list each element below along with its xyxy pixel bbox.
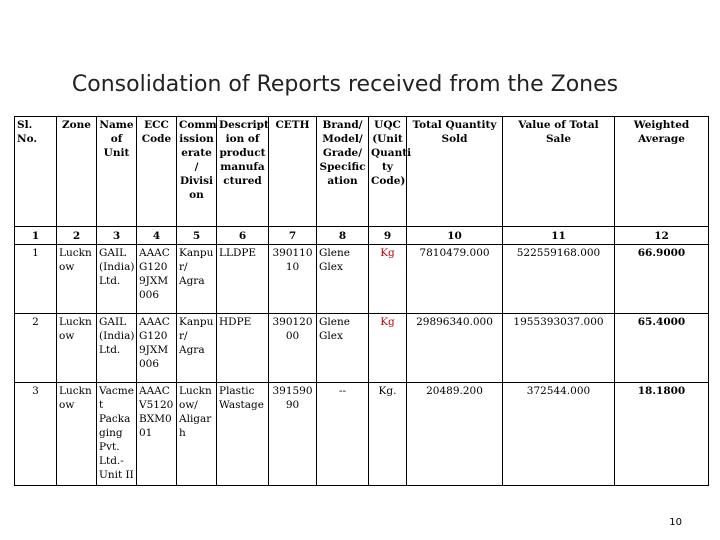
- table-row: [15, 383, 709, 486]
- cell-unit: Vacme t Packa ging Pvt. Ltd.- Unit II: [97, 383, 137, 486]
- col-num: 9: [369, 227, 407, 245]
- cell-ecc: AAAC V5120 BXM0 01: [137, 383, 177, 486]
- cell-ecc: AAAC G120 9JXM 006: [137, 314, 177, 383]
- col-num: 7: [269, 227, 317, 245]
- cell-zone: Luckn ow: [57, 314, 97, 383]
- consolidation-table: [14, 116, 709, 486]
- header-uqc: UQC (Unit Quanti ty Code): [369, 117, 407, 227]
- cell-brand: --: [317, 383, 369, 486]
- header-value: Value of Total Sale: [503, 117, 615, 227]
- header-sl-no: Sl. No.: [15, 117, 57, 227]
- table-row: [15, 314, 709, 383]
- cell-ceth: 390110 10: [269, 245, 317, 314]
- header-weighted-avg: Weighted Average: [615, 117, 709, 227]
- cell-qty: 20489.200: [407, 383, 503, 486]
- cell-sl-no: 1: [15, 245, 57, 314]
- col-num: 11: [503, 227, 615, 245]
- cell-weighted-avg: 65.4000: [615, 314, 709, 383]
- cell-commissionerate: Kanpu r/ Agra: [177, 314, 217, 383]
- cell-ceth: 390120 00: [269, 314, 317, 383]
- col-num: 8: [317, 227, 369, 245]
- cell-uqc: Kg: [369, 245, 407, 314]
- cell-unit: GAIL (India) Ltd.: [97, 245, 137, 314]
- header-qty: Total Quantity Sold: [407, 117, 503, 227]
- page-title: Consolidation of Reports received from the Zones: [71, 72, 619, 97]
- cell-weighted-avg: 18.1800: [615, 383, 709, 486]
- cell-commissionerate: Kanpu r/ Agra: [177, 245, 217, 314]
- header-row: [15, 117, 709, 227]
- header-description: Descript ion of product manufa ctured: [217, 117, 269, 227]
- table-row: [15, 245, 709, 314]
- cell-ecc: AAAC G120 9JXM 006: [137, 245, 177, 314]
- cell-sl-no: 3: [15, 383, 57, 486]
- cell-zone: Luckn ow: [57, 245, 97, 314]
- header-zone: Zone: [57, 117, 97, 227]
- header-unit: Name of Unit: [97, 117, 137, 227]
- page-number: 10: [669, 517, 682, 528]
- col-num: 1: [15, 227, 57, 245]
- cell-description: HDPE: [217, 314, 269, 383]
- cell-description: LLDPE: [217, 245, 269, 314]
- col-num: 4: [137, 227, 177, 245]
- cell-unit: GAIL (India) Ltd.: [97, 314, 137, 383]
- cell-qty: 7810479.000: [407, 245, 503, 314]
- cell-ceth: 391590 90: [269, 383, 317, 486]
- header-ceth: CETH: [269, 117, 317, 227]
- header-ecc: ECC Code: [137, 117, 177, 227]
- col-num: 12: [615, 227, 709, 245]
- cell-weighted-avg: 66.9000: [615, 245, 709, 314]
- column-number-row: [15, 227, 709, 245]
- header-brand: Brand/ Model/ Grade/ Specific ation: [317, 117, 369, 227]
- cell-commissionerate: Luckn ow/ Aligar h: [177, 383, 217, 486]
- col-num: 10: [407, 227, 503, 245]
- cell-value: 522559168.000: [503, 245, 615, 314]
- cell-brand: Glene Glex: [317, 314, 369, 383]
- cell-value: 372544.000: [503, 383, 615, 486]
- cell-brand: Glene Glex: [317, 245, 369, 314]
- cell-value: 1955393037.000: [503, 314, 615, 383]
- col-num: 6: [217, 227, 269, 245]
- col-num: 5: [177, 227, 217, 245]
- cell-qty: 29896340.000: [407, 314, 503, 383]
- header-commissionerate: Comm ission erate / Divisi on: [177, 117, 217, 227]
- cell-sl-no: 2: [15, 314, 57, 383]
- cell-description: Plastic Wastage: [217, 383, 269, 486]
- col-num: 3: [97, 227, 137, 245]
- cell-zone: Luckn ow: [57, 383, 97, 486]
- cell-uqc: Kg: [369, 314, 407, 383]
- cell-uqc: Kg.: [369, 383, 407, 486]
- col-num: 2: [57, 227, 97, 245]
